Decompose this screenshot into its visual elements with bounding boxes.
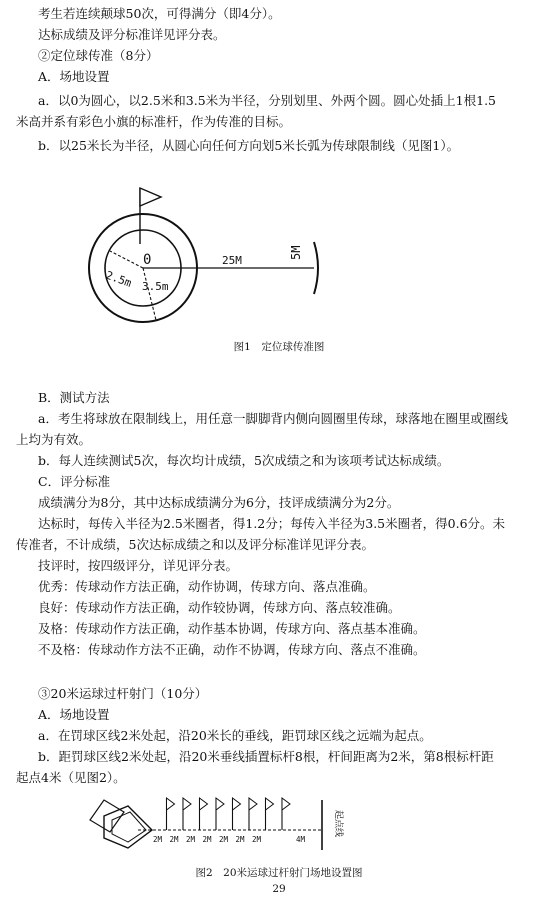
spacing-label: 2M <box>202 835 212 844</box>
marker-pole-flag-icon <box>167 798 175 830</box>
limit-arc <box>314 242 318 294</box>
marker-pole-flag-icon <box>216 798 224 830</box>
grade-fail: 不及格：传球动作方法不正确，动作不协调，传球方向、落点不准确。 <box>38 642 426 657</box>
paragraph-line: 达标时，每传入半径为2.5米圈者，得1.2分；每传入半径为3.5米圈者，得0.6分。未 <box>38 516 506 531</box>
paragraph-line: a．考生将球放在限制线上，用任意一脚脚背内侧向圆圈里传球，球落地在圈里或圈线 <box>38 411 508 426</box>
paragraph-line: 考生若连续颠球50次，可得满分（即4分）。 <box>38 6 281 21</box>
sub-heading: B．测试方法 <box>38 390 110 405</box>
sub-heading: A．场地设置 <box>38 69 110 84</box>
start-label: 起点线 <box>333 810 343 838</box>
page-number: 29 <box>272 883 286 895</box>
grade-excellent: 优秀：传球动作方法正确，动作协调，传球方向、落点准确。 <box>38 579 376 594</box>
paragraph-line: 技评时，按四级评分，详见评分表。 <box>38 558 239 573</box>
paragraph-line: a．在罚球区线2米处起，沿20米长的垂线，距罚球区线之远端为起点。 <box>38 728 432 743</box>
sub-heading: C．评分标准 <box>38 474 111 489</box>
figure-2-caption: 图2 20米运球过杆射门场地设置图 <box>195 867 363 879</box>
outer-radius-line <box>143 268 156 320</box>
distance-label: 25M <box>222 254 242 267</box>
inner-radius-label: 2.5m <box>103 268 134 290</box>
paragraph-line: b．每人连续测试5次，每次均计成绩，5次成绩之和为该项考试达标成绩。 <box>38 453 450 468</box>
inner-radius-line <box>110 251 143 268</box>
marker-pole-flag-icon <box>200 798 208 830</box>
spacing-label: 2M <box>186 835 196 844</box>
arc-label: 5M <box>289 245 303 260</box>
paragraph-line: 上均为有效。 <box>16 432 92 447</box>
spacing-label: 2M <box>169 835 179 844</box>
figure-2-diagram <box>0 792 558 862</box>
flag-icon <box>140 188 161 206</box>
paragraph-line: b．以25米长为半径，从圆心向任何方向划5米长弧为传球限制线（见图1）。 <box>38 138 460 153</box>
paragraph-line: 传准者，不计成绩，5次达标成绩之和以及评分标准详见评分表。 <box>16 537 374 552</box>
goal-shape <box>90 800 124 832</box>
outer-radius-label: 3.5m <box>142 280 169 293</box>
grade-pass: 及格：传球动作方法正确，动作基本协调，传球方向、落点基本准确。 <box>38 621 426 636</box>
sub-heading: A．场地设置 <box>38 707 110 722</box>
paragraph-line: a．以0为圆心，以2.5米和3.5米为半径，分别划里、外两个圆。圆心处插上1根1.5 <box>38 93 496 108</box>
figure-1-caption: 图1 定位球传准图 <box>233 341 325 353</box>
section-heading: ②定位球传准（8分） <box>38 48 159 63</box>
grade-good: 良好：传球动作方法正确，动作较协调，传球方向、落点较准确。 <box>38 600 401 615</box>
spacing-label: 2M <box>219 835 229 844</box>
paragraph-line: 起点4米（见图2）。 <box>16 770 126 785</box>
paragraph-line: b．距罚球区线2米处起，沿20米垂线插置标杆8根，杆间距离为2米，第8根标杆距 <box>38 749 494 764</box>
marker-pole-flag-icon <box>266 798 274 830</box>
center-label: 0 <box>143 252 152 268</box>
paragraph-line: 达标成绩及评分标准详见评分表。 <box>38 27 226 42</box>
paragraph-line: 成绩满分为8分，其中达标成绩满分为6分，技评成绩满分为2分。 <box>38 495 400 510</box>
section-heading: ③20米运球过杆射门（10分） <box>38 686 208 701</box>
marker-pole-flag-icon <box>282 798 290 830</box>
marker-pole-flag-icon <box>183 798 191 830</box>
figure-1-diagram <box>0 180 558 340</box>
marker-pole-flag-icon <box>233 798 241 830</box>
spacing-label: 4M <box>296 835 306 844</box>
spacing-label: 2M <box>235 835 245 844</box>
marker-pole-flag-icon <box>249 798 257 830</box>
spacing-label: 2M <box>153 835 163 844</box>
spacing-label: 2M <box>252 835 262 844</box>
paragraph-line: 米高并系有彩色小旗的标准杆，作为传准的目标。 <box>16 114 292 129</box>
